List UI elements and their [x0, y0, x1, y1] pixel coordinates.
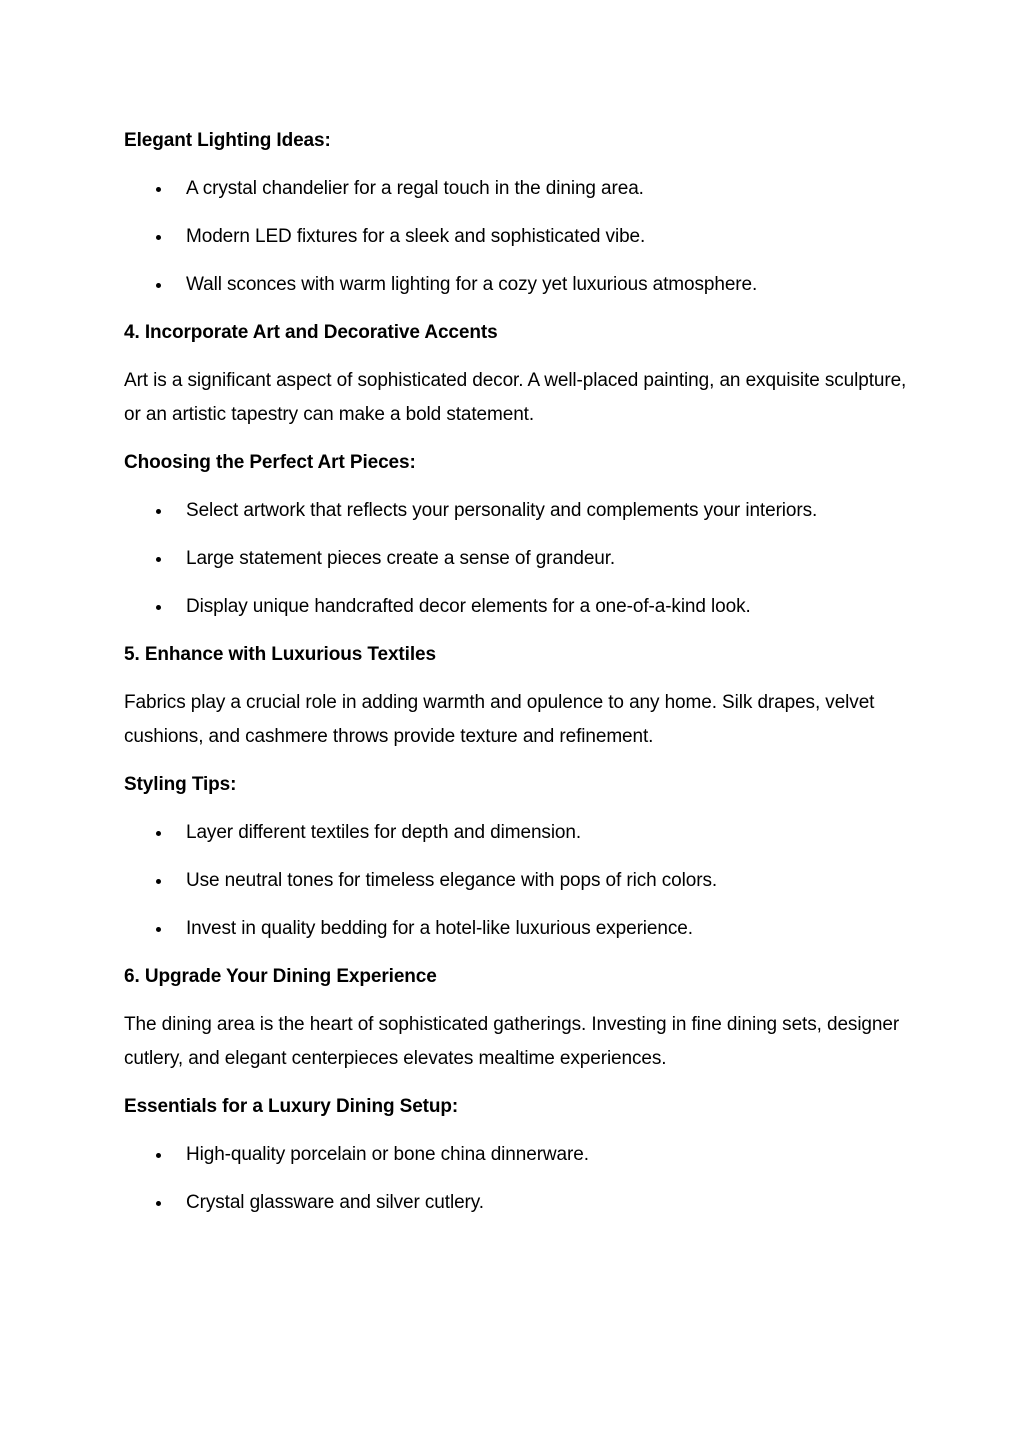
- list-item: [124, 172, 914, 206]
- bullet-icon: [156, 927, 161, 932]
- paragraph-dining: The dining area is the heart of sophisticated gatherings. Investing in fine dining sets, designer cutlery, and elegant centerpieces elevates mealtime experiences.: [124, 1014, 900, 1069]
- heading-dining-essentials: Essentials for a Luxury Dining Setup:: [124, 1096, 459, 1117]
- heading-elegant-lighting-ideas: Elegant Lighting Ideas:: [124, 130, 331, 151]
- bullet-list-styling-tips: [124, 816, 914, 946]
- list-item-text: Display unique handcrafted decor elements for a one-of-a-kind look.: [186, 596, 751, 617]
- bullet-icon: [156, 557, 161, 562]
- paragraph-art: Art is a significant aspect of sophisticated decor. A well-placed painting, an exquisite sculpture, or an artistic tapestry can make a bold statement.: [124, 370, 907, 425]
- list-item-text: Invest in quality bedding for a hotel-like luxurious experience.: [186, 918, 693, 939]
- list-item: [124, 268, 914, 302]
- list-item-text: Layer different textiles for depth and dimension.: [186, 822, 582, 843]
- heading-incorporate-art: 4. Incorporate Art and Decorative Accents: [124, 322, 498, 343]
- list-item-text: Select artwork that reflects your personality and complements your interiors.: [186, 500, 818, 521]
- heading-dining-experience: 6. Upgrade Your Dining Experience: [124, 966, 437, 987]
- bullet-icon: [156, 879, 161, 884]
- bullet-icon: [156, 605, 161, 610]
- list-item-text: Large statement pieces create a sense of grandeur.: [186, 548, 616, 569]
- list-item-text: A crystal chandelier for a regal touch in the dining area.: [186, 178, 644, 199]
- bullet-icon: [156, 235, 161, 240]
- list-item-text: Wall sconces with warm lighting for a cozy yet luxurious atmosphere.: [186, 274, 758, 295]
- bullet-icon: [156, 283, 161, 288]
- heading-styling-tips: Styling Tips:: [124, 774, 237, 795]
- document-page: [124, 124, 914, 1234]
- list-item: [124, 816, 914, 850]
- list-item-text: Crystal glassware and silver cutlery.: [186, 1192, 484, 1213]
- heading-choosing-art-pieces: Choosing the Perfect Art Pieces:: [124, 452, 416, 473]
- list-item: [124, 1138, 914, 1172]
- bullet-icon: [156, 1201, 161, 1206]
- bullet-list-art-pieces: [124, 494, 914, 624]
- list-item: [124, 220, 914, 254]
- bullet-icon: [156, 1153, 161, 1158]
- list-item-text: Use neutral tones for timeless elegance with pops of rich colors.: [186, 870, 718, 891]
- list-item-text: High-quality porcelain or bone china dinnerware.: [186, 1144, 589, 1165]
- bullet-list-lighting-ideas: [124, 172, 914, 302]
- list-item: [124, 864, 914, 898]
- list-item: [124, 542, 914, 576]
- bullet-list-dining-essentials: [124, 1138, 914, 1220]
- paragraph-textiles: Fabrics play a crucial role in adding warmth and opulence to any home. Silk drapes, velvet cushions, and cashmere throws provide texture and refinement.: [124, 692, 875, 747]
- list-item: [124, 1186, 914, 1220]
- list-item: [124, 912, 914, 946]
- bullet-icon: [156, 509, 161, 514]
- bullet-icon: [156, 831, 161, 836]
- list-item-text: Modern LED fixtures for a sleek and sophisticated vibe.: [186, 226, 646, 247]
- heading-luxurious-textiles: 5. Enhance with Luxurious Textiles: [124, 644, 436, 665]
- list-item: [124, 494, 914, 528]
- bullet-icon: [156, 187, 161, 192]
- list-item: [124, 590, 914, 624]
